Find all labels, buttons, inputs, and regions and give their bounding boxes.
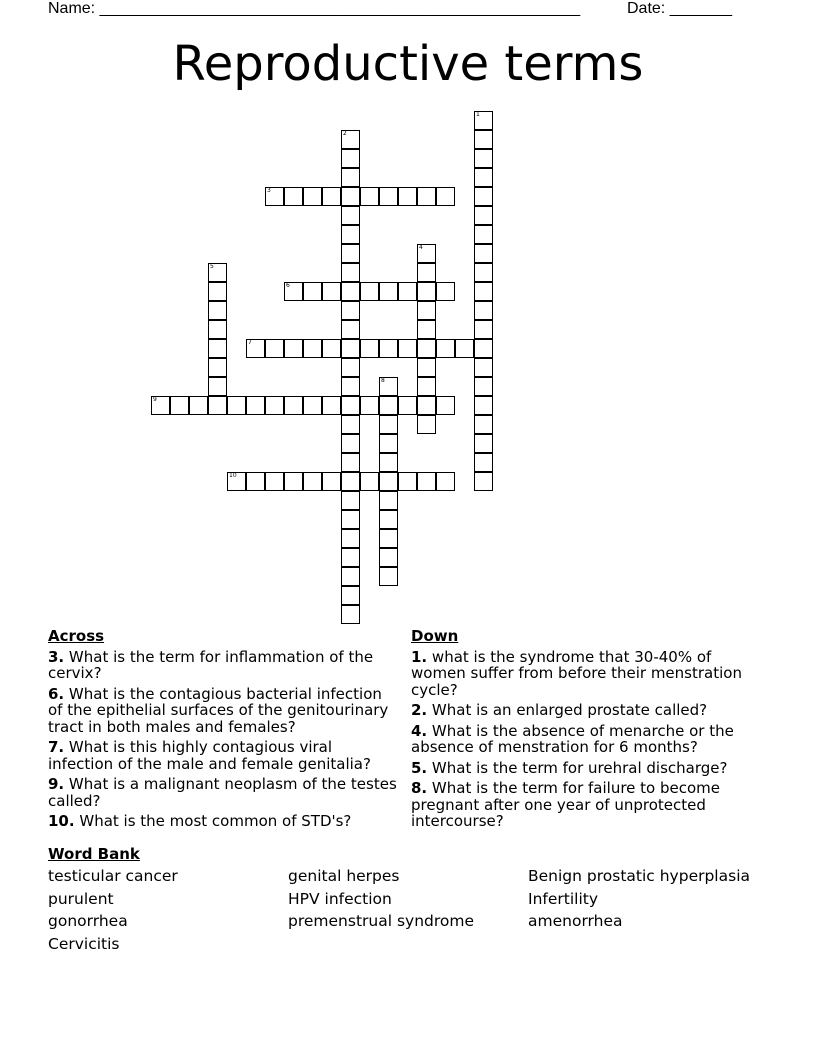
crossword-cell[interactable] [208, 282, 227, 301]
crossword-cell[interactable] [398, 339, 417, 358]
page-title: Reproductive terms [172, 36, 644, 92]
crossword-cell[interactable] [208, 358, 227, 377]
crossword-cell[interactable] [474, 130, 493, 149]
word-bank-item: premenstrual syndrome [288, 912, 475, 930]
crossword-cell[interactable] [341, 491, 360, 510]
crossword-cell[interactable] [417, 377, 436, 396]
word-bank-item: purulent [48, 889, 114, 908]
crossword-cell[interactable] [398, 187, 417, 206]
word-bank-item: gonorrhea [48, 912, 128, 930]
crossword-cell[interactable] [379, 548, 398, 567]
crossword-cell[interactable] [379, 453, 398, 472]
crossword-cell[interactable] [341, 510, 360, 529]
across-clue: 6. What is the contagious bacterial infection of the epithelial surfaces of the genitourinary tract in both males and females? [48, 684, 389, 736]
crossword-cell[interactable] [417, 415, 436, 434]
crossword-cell[interactable] [341, 130, 360, 149]
clue-number: 10 [229, 472, 237, 479]
crossword-cell[interactable] [303, 282, 322, 301]
word-bank-item: Benign prostatic hyperplasia [528, 867, 750, 885]
crossword-cell[interactable] [170, 396, 189, 415]
crossword-cell[interactable] [474, 358, 493, 377]
crossword-cell[interactable] [208, 263, 227, 282]
crossword-cell[interactable] [341, 358, 360, 377]
clue-number: 1 [476, 111, 480, 118]
crossword-cell[interactable] [398, 396, 417, 415]
clue-number: 3 [267, 187, 271, 194]
word-bank-item: Cervicitis [48, 934, 120, 953]
crossword-cell[interactable] [341, 548, 360, 567]
name-field: Name: ______________________________________________________ [48, 0, 581, 17]
crossword-cell[interactable] [227, 396, 246, 415]
crossword-cell[interactable] [341, 301, 360, 320]
crossword-cell[interactable] [379, 491, 398, 510]
crossword-cell[interactable] [417, 263, 436, 282]
crossword-cell[interactable] [284, 339, 303, 358]
crossword-cell[interactable] [474, 111, 493, 130]
clue-number: 9 [153, 396, 157, 403]
crossword-cell[interactable] [417, 187, 436, 206]
crossword-cell[interactable] [341, 320, 360, 339]
crossword-cell[interactable] [474, 434, 493, 453]
crossword-cell[interactable] [189, 396, 208, 415]
clue-number: 4 [419, 244, 423, 251]
down-clue: 5. What is the term for urehral discharge? [411, 758, 728, 777]
crossword-cell[interactable] [303, 396, 322, 415]
crossword-cell[interactable] [360, 282, 379, 301]
crossword-cell[interactable] [417, 282, 436, 301]
crossword-cell[interactable] [474, 187, 493, 206]
clue-number: 5 [210, 263, 214, 270]
down-clue: 8. What is the term for failure to become pregnant after one year of unprotected intercourse? [411, 779, 721, 830]
crossword-cell[interactable] [379, 434, 398, 453]
word-bank-item: HPV infection [288, 889, 392, 908]
crossword-cell[interactable] [474, 453, 493, 472]
crossword-cell[interactable] [360, 339, 379, 358]
crossword-cell[interactable] [322, 396, 341, 415]
crossword-cell[interactable] [284, 187, 303, 206]
crossword-cell[interactable] [303, 339, 322, 358]
crossword-cell[interactable] [417, 358, 436, 377]
crossword-cell[interactable] [341, 472, 360, 491]
crossword-cell[interactable] [474, 377, 493, 396]
crossword-cell[interactable] [474, 282, 493, 301]
crossword-cell[interactable] [417, 244, 436, 263]
crossword-cell[interactable] [284, 282, 303, 301]
crossword-cell[interactable] [341, 187, 360, 206]
crossword-cell[interactable] [474, 263, 493, 282]
crossword-cell[interactable] [322, 187, 341, 206]
crossword-cell[interactable] [474, 149, 493, 168]
crossword-cell[interactable] [379, 415, 398, 434]
crossword-cell[interactable] [246, 396, 265, 415]
across-heading: Across [48, 627, 105, 645]
crossword-cell[interactable] [322, 282, 341, 301]
crossword-cell[interactable] [208, 320, 227, 339]
crossword-cell[interactable] [360, 472, 379, 491]
crossword-cell[interactable] [303, 187, 322, 206]
down-clue: 2. What is an enlarged prostate called? [411, 701, 708, 719]
crossword-cell[interactable] [265, 472, 284, 491]
crossword-cell[interactable] [417, 301, 436, 320]
crossword-cell[interactable] [379, 396, 398, 415]
across-clue: 3. What is the term for inflammation of the cervix? [48, 647, 374, 682]
down-clue: 4. What is the absence of menarche or the absence of menstration for 6 months? [411, 721, 734, 756]
across-clue: 9. What is a malignant neoplasm of the testes called? [48, 775, 397, 810]
crossword-cell[interactable] [379, 472, 398, 491]
crossword-cell[interactable] [341, 168, 360, 187]
crossword-cell[interactable] [151, 396, 170, 415]
crossword-cell[interactable] [265, 396, 284, 415]
crossword-cell[interactable] [265, 339, 284, 358]
crossword-cell[interactable] [436, 396, 455, 415]
crossword-cell[interactable] [417, 472, 436, 491]
crossword-cell[interactable] [341, 377, 360, 396]
crossword-cell[interactable] [341, 567, 360, 586]
across-clue: 7. What is this highly contagious viral infection of the male and female genitalia? [48, 738, 371, 773]
clue-number: 8 [381, 377, 385, 384]
crossword-cell[interactable] [436, 472, 455, 491]
crossword-cell[interactable] [341, 225, 360, 244]
crossword-cell[interactable] [417, 339, 436, 358]
crossword-cell[interactable] [208, 396, 227, 415]
word-bank-heading: Word Bank [48, 845, 140, 863]
crossword-cell[interactable] [474, 415, 493, 434]
crossword-cell[interactable] [341, 206, 360, 225]
crossword-cell[interactable] [284, 472, 303, 491]
crossword-cell[interactable] [341, 586, 360, 605]
crossword-cell[interactable] [341, 339, 360, 358]
crossword-cell[interactable] [341, 396, 360, 415]
crossword-cell[interactable] [208, 301, 227, 320]
across-clues [48, 628, 398, 834]
down-clue: 1. what is the syndrome that 30-40% of women suffer from before their menstration cycle? [411, 647, 742, 699]
crossword-cell[interactable] [322, 472, 341, 491]
crossword-cell[interactable] [341, 415, 360, 434]
crossword-cell[interactable] [474, 320, 493, 339]
crossword-cell[interactable] [379, 339, 398, 358]
word-bank-item: testicular cancer [48, 867, 178, 885]
crossword-cell[interactable] [474, 396, 493, 415]
crossword-cell[interactable] [455, 339, 474, 358]
word-bank-item: genital herpes [288, 867, 400, 885]
crossword-cell[interactable] [246, 339, 265, 358]
clue-number: 7 [248, 339, 252, 346]
crossword-cell[interactable] [436, 339, 455, 358]
crossword-cell[interactable] [379, 282, 398, 301]
crossword-cell[interactable] [303, 472, 322, 491]
crossword-cell[interactable] [360, 187, 379, 206]
crossword-cell[interactable] [208, 339, 227, 358]
crossword-cell[interactable] [398, 472, 417, 491]
crossword-cell[interactable] [341, 605, 360, 624]
crossword-cell[interactable] [341, 263, 360, 282]
crossword-cell[interactable] [341, 453, 360, 472]
crossword-cell[interactable] [436, 187, 455, 206]
crossword-cell[interactable] [360, 396, 379, 415]
crossword-cell[interactable] [341, 434, 360, 453]
down-heading: Down [411, 627, 459, 645]
crossword-cell[interactable] [284, 396, 303, 415]
crossword-cell[interactable] [379, 567, 398, 586]
crossword-cell[interactable] [474, 206, 493, 225]
crossword-cell[interactable] [227, 472, 246, 491]
word-bank-item: amenorrhea [528, 912, 623, 930]
crossword-cell[interactable] [246, 472, 265, 491]
date-field: Date: _______ [627, 0, 732, 17]
crossword-cell[interactable] [474, 225, 493, 244]
crossword-cell[interactable] [379, 187, 398, 206]
crossword-cell[interactable] [379, 529, 398, 548]
down-clues [411, 628, 761, 834]
crossword-cell[interactable] [341, 529, 360, 548]
crossword-cell[interactable] [474, 339, 493, 358]
crossword-cell[interactable] [379, 510, 398, 529]
crossword-cell[interactable] [208, 377, 227, 396]
crossword-cell[interactable] [474, 168, 493, 187]
crossword-cell[interactable] [474, 244, 493, 263]
clue-number: 6 [286, 282, 290, 289]
crossword-cell[interactable] [379, 377, 398, 396]
crossword-cell[interactable] [417, 396, 436, 415]
clue-number: 2 [343, 130, 347, 137]
crossword-cell[interactable] [474, 301, 493, 320]
word-bank-item: Infertility [528, 889, 599, 908]
crossword-cell[interactable] [474, 472, 493, 491]
crossword-cell[interactable] [265, 187, 284, 206]
crossword-cell[interactable] [341, 282, 360, 301]
crossword-cell[interactable] [341, 149, 360, 168]
word-bank [48, 845, 768, 953]
crossword-cell[interactable] [341, 244, 360, 263]
crossword-cell[interactable] [322, 339, 341, 358]
across-clue: 10. What is the most common of STD's? [48, 812, 352, 830]
crossword-cell[interactable] [417, 320, 436, 339]
crossword-cell[interactable] [398, 282, 417, 301]
crossword-cell[interactable] [436, 282, 455, 301]
